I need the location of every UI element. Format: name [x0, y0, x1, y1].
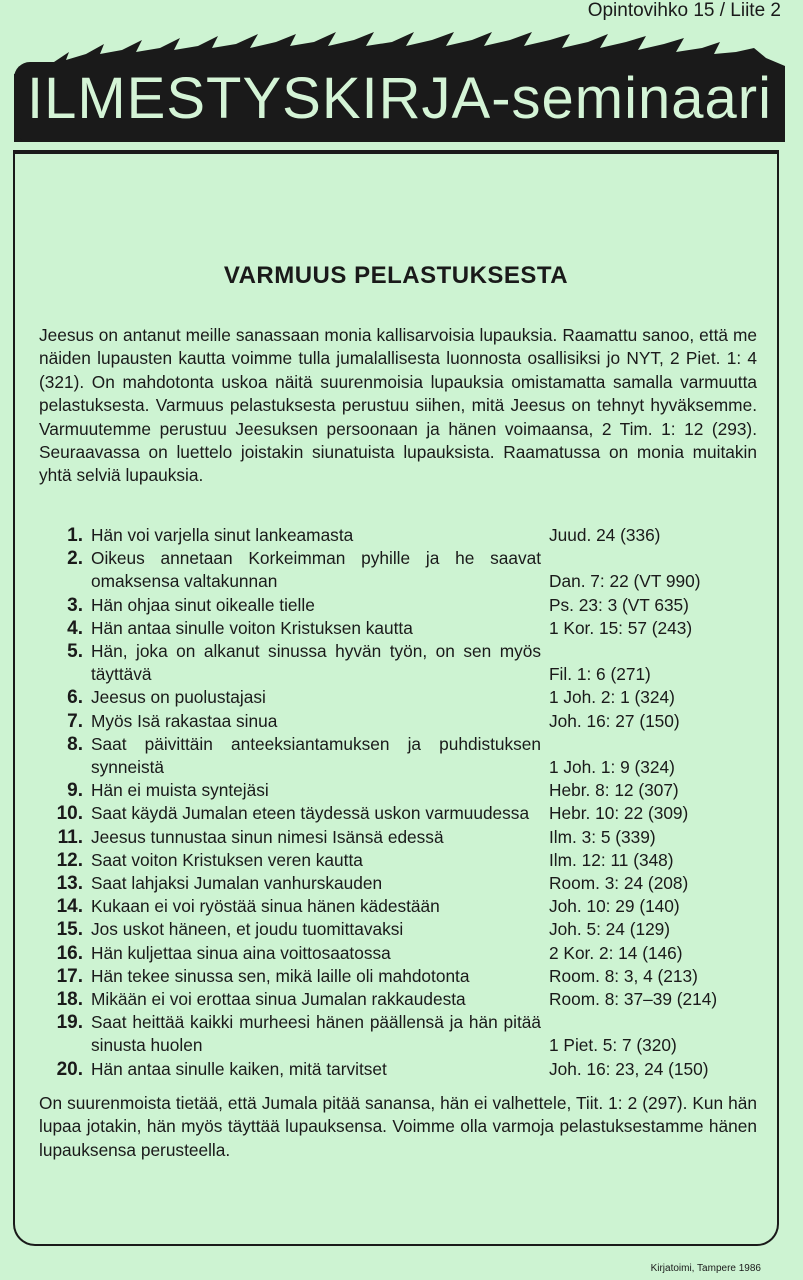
promise-number: 2. — [67, 548, 83, 570]
promise-reference: 1 Kor. 15: 57 (243) — [549, 617, 693, 638]
content-frame — [13, 150, 779, 1246]
promise-number: 1. — [67, 525, 83, 546]
promise-number: 13. — [56, 873, 83, 895]
promise-reference: Room. 8: 37–39 (214) — [549, 989, 718, 1010]
promise-reference: Room. 8: 3, 4 (213) — [549, 965, 698, 986]
promise-number: 3. — [67, 594, 83, 616]
promise-item — [39, 524, 759, 547]
promise-reference: Fil. 1: 6 (271) — [549, 664, 651, 685]
promise-text: Kukaan ei voi ryöstää sinua hänen kädestään — [91, 896, 440, 917]
promise-text: Oikeus annetaan Korkeimman pyhille ja he saavat omaksensa valtakunnan — [91, 548, 541, 592]
promise-reference: 1 Piet. 5: 7 (320) — [549, 1035, 677, 1056]
promise-text: Saat lahjaksi Jumalan vanhurskauden — [91, 873, 383, 894]
promise-item — [39, 617, 759, 640]
promise-text: Hän ei muista syntejäsi — [91, 780, 269, 801]
promise-text: Hän kuljettaa sinua aina voittosaatossa — [91, 942, 391, 963]
promise-number: 6. — [67, 687, 83, 709]
promise-item — [39, 826, 759, 849]
promise-number: 8. — [67, 733, 83, 755]
promise-item — [39, 942, 759, 965]
issue-label: Opintovihko 15 / Liite 2 — [587, 0, 781, 21]
promise-number: 16. — [56, 942, 83, 964]
promise-item — [39, 895, 759, 918]
promise-text: Myös Isä rakastaa sinua — [91, 710, 278, 731]
promise-number: 10. — [56, 803, 83, 825]
promise-text: Hän antaa sinulle voiton Kristuksen kautta — [91, 617, 413, 638]
promise-text: Saat heittää kaikki murheesi hänen päällensä ja hän pitää sinusta huolen — [91, 1012, 541, 1056]
promise-text: Hän ohjaa sinut oikealle tielle — [91, 594, 315, 615]
promise-reference: Joh. 16: 23, 24 (150) — [549, 1058, 709, 1079]
promise-text: Mikään ei voi erottaa sinua Jumalan rakkaudesta — [91, 989, 466, 1010]
promise-text: Saat päivittäin anteeksiantamuksen ja puhdistuksen synneistä — [91, 733, 541, 778]
promise-item — [39, 686, 759, 709]
promise-reference: Hebr. 10: 22 (309) — [549, 803, 689, 824]
promise-item — [39, 802, 759, 825]
promise-number: 20. — [56, 1058, 83, 1080]
page-heading: VARMUUS PELASTUKSESTA — [223, 262, 569, 289]
promise-item — [39, 965, 759, 988]
promise-reference: 1 Joh. 1: 9 (324) — [549, 757, 675, 778]
closing-paragraph: On suurenmoista tietää, että Jumala pitää sanansa, hän ei valhettele, Tiit. 1: 2 (297). Kun hän lupaa jotakin, hän myös täyttää lupauksensa. Voimme olla varmoja pelastuksestamme hänen lupauksensa perusteella. — [39, 1093, 757, 1160]
promise-number: 15. — [56, 919, 83, 941]
promise-text: Jeesus on puolustajasi — [91, 687, 266, 708]
promise-reference: 1 Joh. 2: 1 (324) — [549, 687, 675, 708]
promise-reference: Room. 3: 24 (208) — [549, 873, 689, 894]
promise-list — [39, 524, 759, 1081]
promise-text: Hän antaa sinulle kaiken, mitä tarvitset — [91, 1058, 387, 1079]
promise-text: Hän tekee sinussa sen, mikä laille oli mahdotonta — [91, 965, 470, 986]
promise-reference: Joh. 5: 24 (129) — [549, 919, 671, 940]
promise-number: 4. — [67, 617, 83, 639]
promise-number: 17. — [56, 965, 83, 987]
promise-text: Jos uskot häneen, et joudu tuomittavaksi — [91, 919, 404, 940]
promise-item — [39, 988, 759, 1011]
intro-paragraph: Jeesus on antanut meille sanassaan monia kallisarvoisia lupauksia. Raamattu sanoo, että me näiden lupausten kautta voimme tulla jumalallisesta luonnosta osallisiksi jo NYT, 2 Piet. 1: 4 (321). On mahdotonta uskoa näitä suurenmoisia lupauksia omistamatta samalla varmuutta pelastuksesta. Varmuus pelastuksesta perustuu siihen, mitä Jeesus on tehnyt hyväksemme. Varmuutemme perustuu Jeesuksen persoonaan ja hänen voimaansa, 2 Tim. 1: 12 (293). Seuraavassa on luettelo joistakin siunatuista lupauksista. Raamatussa on monia muitakin yhtä selviä lupauksia. — [39, 325, 757, 486]
promise-item — [39, 1058, 759, 1081]
promise-item — [39, 872, 759, 895]
promise-item — [39, 710, 759, 733]
title-banner — [14, 30, 785, 142]
promise-reference: Ilm. 3: 5 (339) — [549, 826, 656, 847]
promise-text: Hän voi varjella sinut lankeamasta — [91, 525, 354, 545]
promise-item — [39, 640, 759, 686]
promise-item — [39, 547, 759, 593]
promise-item — [39, 918, 759, 941]
promise-item — [39, 733, 759, 779]
promise-reference: Hebr. 8: 12 (307) — [549, 780, 679, 801]
promise-number: 5. — [67, 641, 83, 663]
promise-reference: Joh. 16: 27 (150) — [549, 710, 680, 731]
promise-text: Saat voiton Kristuksen veren kautta — [91, 849, 363, 870]
promise-text: Hän, joka on alkanut sinussa hyvän työn, on sen myös täyttävä — [91, 641, 541, 685]
publisher-credit: Kirjatoimi, Tampere 1986 — [650, 1263, 761, 1274]
promise-number: 12. — [56, 849, 83, 871]
promise-number: 11. — [57, 826, 83, 848]
promise-reference: Dan. 7: 22 (VT 990) — [549, 571, 701, 592]
banner-title: ILMESTYSKIRJA-seminaari — [27, 66, 772, 131]
promise-number: 19. — [56, 1012, 83, 1034]
promise-text: Saat käydä Jumalan eteen täydessä uskon varmuudessa — [91, 803, 530, 824]
promise-reference: Ilm. 12: 11 (348) — [549, 849, 674, 870]
promise-number: 14. — [56, 896, 83, 918]
promise-reference: Joh. 10: 29 (140) — [549, 896, 680, 917]
promise-reference: Juud. 24 (336) — [549, 525, 661, 545]
promise-item — [39, 594, 759, 617]
promise-item — [39, 1011, 759, 1057]
promise-item — [39, 779, 759, 802]
promise-text: Jeesus tunnustaa sinun nimesi Isänsä edessä — [91, 826, 444, 847]
promise-item — [39, 849, 759, 872]
promise-number: 9. — [67, 780, 83, 802]
promise-reference: 2 Kor. 2: 14 (146) — [549, 942, 683, 963]
promise-reference: Ps. 23: 3 (VT 635) — [549, 594, 689, 615]
promise-number: 18. — [56, 989, 83, 1011]
promise-number: 7. — [67, 710, 83, 732]
